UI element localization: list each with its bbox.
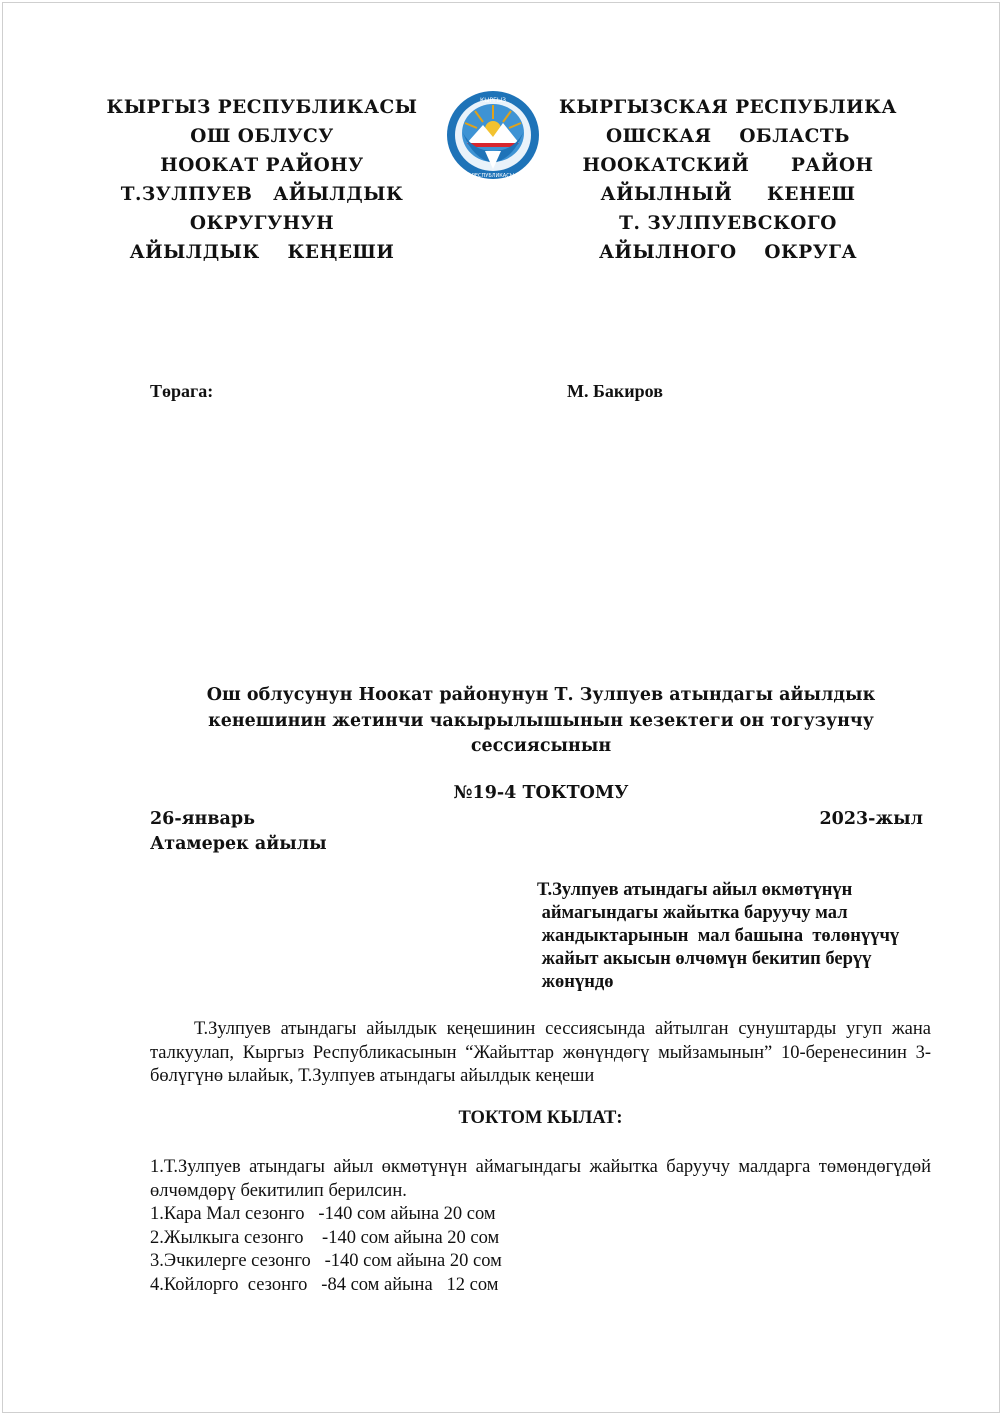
decree-date: 26-январь (150, 809, 255, 829)
document-page (2, 2, 1000, 1413)
decree-heading: ТОКТОМ КЫЛАТ: (458, 1108, 623, 1128)
header-line: КЫРГЫЗСКАЯ РЕСПУБЛИКА (559, 97, 897, 118)
header-line: Т.ЗУЛПУЕВ АЙЫЛДЫК (120, 184, 404, 205)
subject-line: жайыт акысын өлчөмүн бекитип берүү (537, 949, 872, 969)
body-paragraph: 1.Т.Зулпуев атындагы айыл өкмөтүнүн аймагындагы жайытка баруучу малдарга төмөндөгүдөй өлчөмдөрү бекитилип берилсин. (150, 1157, 931, 1201)
state-emblem-icon (445, 89, 541, 181)
chairman-label: Төрага: (150, 381, 214, 401)
title-line: Ош облусунун Ноокат районунун Т. Зулпуев атындагы айылдык (206, 685, 876, 705)
subject-line: Т.Зулпуев атындагы айыл өкмөтүнүн (537, 880, 853, 900)
header-line: Т. ЗУЛПУЕВСКОГО (619, 213, 837, 234)
emblem-top-text: КЫРГЫЗ (480, 97, 506, 104)
header-line: АЙЫЛДЫК КЕҢЕШИ (129, 242, 395, 263)
header-line: ОКРУГУНУН (189, 213, 335, 234)
preamble-paragraph: Т.Зулпуев атындагы айылдык кеңешинин сессиясында айтылган сунуштарды угуп жана талкуулап, Кыргыз Республикасынын “Жайыттар жөнүндөгү мыйзамынын” 10-беренесинин 3-бөлүгүнө ылайык, Т.Зулпуев атындагы айылдык кеңеши (150, 1019, 931, 1086)
title-line: кенешинин жетинчи чакырылышынын кезектеги он тогузунчу (208, 710, 874, 731)
header-line: ОШСКАЯ ОБЛАСТЬ (606, 126, 850, 147)
header-line: АЙЫЛНЫЙ КЕНЕШ (600, 184, 856, 205)
subject-line: жандыктарынын мал башына төлөнүүчү (537, 926, 900, 946)
header-line: КЫРГЫЗ РЕСПУБЛИКАСЫ (106, 97, 418, 118)
header-line: НООКАТСКИЙ РАЙОН (582, 155, 874, 176)
header-line: АЙЫЛНОГО ОКРУГА (598, 242, 858, 263)
session-title (153, 683, 929, 760)
list-item: 3.Эчкилерге сезонго -140 сом айына 20 сом (150, 1251, 502, 1271)
list-item: 1.Кара Мал сезонго -140 сом айына 20 сом (150, 1204, 496, 1224)
decree-subject (537, 879, 937, 994)
decree-year: 2023-жыл (819, 809, 923, 829)
subject-line: жөнүндө (537, 972, 614, 992)
header-line: НООКАТ РАЙОНУ (160, 155, 364, 176)
decree-number: №19-4 ТОКТОМУ (453, 783, 629, 803)
chairman-name: М. Бакиров (567, 381, 663, 401)
list-item: 4.Койлорго сезонго -84 сом айына 12 сом (150, 1274, 499, 1295)
subject-line: аймагындагы жайытка баруучу мал (537, 903, 848, 923)
title-line: сессиясынын (470, 736, 612, 756)
decree-place: Атамерек айылы (150, 834, 327, 854)
header-russian (558, 93, 898, 267)
header-kyrgyz (103, 93, 421, 267)
decree-body (150, 1156, 931, 1297)
emblem-bottom-text: РЕСПУБЛИКАСЫ (471, 173, 515, 179)
header-line: ОШ ОБЛУСУ (190, 126, 334, 147)
list-item: 2.Жылкыга сезонго -140 сом айына 20 сом (150, 1227, 500, 1248)
